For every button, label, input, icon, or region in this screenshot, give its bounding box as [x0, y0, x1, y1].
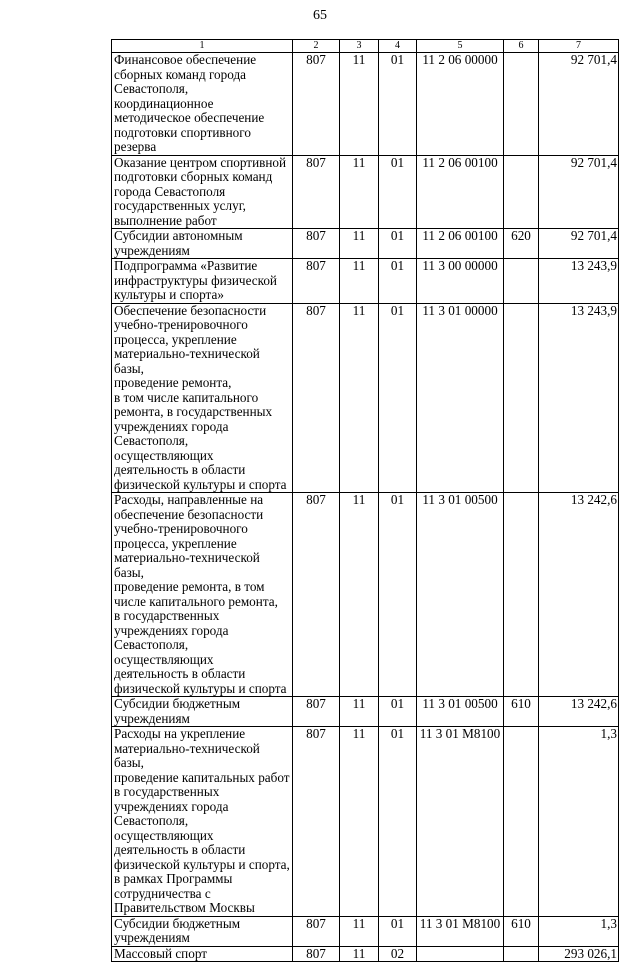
admin-code-cell: 807 [293, 727, 340, 917]
section-code-cell: 11 [340, 303, 379, 493]
table-row [112, 946, 619, 962]
amount-cell: 13 243,9 [539, 259, 619, 304]
target-article-cell: 11 2 06 00100 [417, 155, 504, 229]
section-code-cell: 11 [340, 697, 379, 727]
subsection-code-cell: 01 [379, 259, 417, 304]
table-row [112, 727, 619, 917]
subsection-code-cell: 01 [379, 697, 417, 727]
item-name-cell: Подпрограмма «Развитие инфраструктуры физической культуры и спорта» [112, 259, 293, 304]
admin-code-cell: 807 [293, 493, 340, 697]
amount-cell: 92 701,4 [539, 53, 619, 156]
item-name-cell: Обеспечение безопасности учебно-тренировочного процесса, укрепление материально-технической базы, проведение ремонта, в том числе капитального ремонта, в государственных учреждениях города Севастополя, осуществляющих деятельность в области физической культуры и спорта [112, 303, 293, 493]
amount-cell: 13 242,6 [539, 493, 619, 697]
header-cell: 2 [293, 40, 340, 53]
amount-cell: 13 243,9 [539, 303, 619, 493]
table-row [112, 259, 619, 304]
target-article-cell: 11 2 06 00100 [417, 229, 504, 259]
page-number: 65 [313, 8, 327, 23]
target-article-cell: 11 3 01 M8100 [417, 916, 504, 946]
admin-code-cell: 807 [293, 916, 340, 946]
section-code-cell: 11 [340, 493, 379, 697]
target-article-cell: 11 2 06 00000 [417, 53, 504, 156]
header-cell: 7 [539, 40, 619, 53]
amount-cell: 293 026,1 [539, 946, 619, 962]
item-name-cell: Расходы, направленные на обеспечение безопасности учебно-тренировочного процесса, укрепление материально-технической базы, проведение ремонта, в том числе капитального ремонта, в государственных учреждениях города Севастополя, осуществляющих деятельность в области физической культуры и спорта [112, 493, 293, 697]
header-cell: 4 [379, 40, 417, 53]
table-row [112, 697, 619, 727]
expense-type-cell [504, 53, 539, 156]
item-name-cell: Оказание центром спортивной подготовки сборных команд города Севастополя государственных услуг, выполнение работ [112, 155, 293, 229]
section-code-cell: 11 [340, 916, 379, 946]
section-code-cell: 11 [340, 946, 379, 962]
subsection-code-cell: 01 [379, 303, 417, 493]
header-cell: 5 [417, 40, 504, 53]
header-row [112, 40, 619, 53]
target-article-cell: 11 3 01 00500 [417, 493, 504, 697]
amount-cell: 1,3 [539, 916, 619, 946]
target-article-cell: 11 3 01 M8100 [417, 727, 504, 917]
subsection-code-cell: 02 [379, 946, 417, 962]
item-name-cell: Расходы на укрепление материально-технической базы, проведение капитальных работ в государственных учреждениях города Севастополя, осуществляющих деятельность в области физической культуры и спорта, в рамках Программы сотрудничества с Правительством Москвы [112, 727, 293, 917]
admin-code-cell: 807 [293, 155, 340, 229]
amount-cell: 13 242,6 [539, 697, 619, 727]
subsection-code-cell: 01 [379, 916, 417, 946]
expense-type-cell [504, 493, 539, 697]
header-cell: 6 [504, 40, 539, 53]
table-row [112, 155, 619, 229]
expense-type-cell: 620 [504, 229, 539, 259]
expense-type-cell: 610 [504, 916, 539, 946]
budget-table [111, 39, 619, 962]
expense-type-cell [504, 727, 539, 917]
section-code-cell: 11 [340, 53, 379, 156]
subsection-code-cell: 01 [379, 229, 417, 259]
target-article-cell [417, 946, 504, 962]
table-row [112, 916, 619, 946]
admin-code-cell: 807 [293, 697, 340, 727]
subsection-code-cell: 01 [379, 727, 417, 917]
table-row [112, 229, 619, 259]
admin-code-cell: 807 [293, 229, 340, 259]
section-code-cell: 11 [340, 259, 379, 304]
section-code-cell: 11 [340, 229, 379, 259]
expense-type-cell: 610 [504, 697, 539, 727]
subsection-code-cell: 01 [379, 155, 417, 229]
table-row [112, 303, 619, 493]
amount-cell: 92 701,4 [539, 155, 619, 229]
header-cell: 3 [340, 40, 379, 53]
target-article-cell: 11 3 00 00000 [417, 259, 504, 304]
section-code-cell: 11 [340, 727, 379, 917]
admin-code-cell: 807 [293, 53, 340, 156]
expense-type-cell [504, 303, 539, 493]
subsection-code-cell: 01 [379, 493, 417, 697]
item-name-cell: Субсидии бюджетным учреждениям [112, 697, 293, 727]
item-name-cell: Финансовое обеспечение сборных команд города Севастополя, координационное методическое обеспечение подготовки спортивного резерва [112, 53, 293, 156]
admin-code-cell: 807 [293, 946, 340, 962]
amount-cell: 1,3 [539, 727, 619, 917]
expense-type-cell [504, 946, 539, 962]
table-row [112, 493, 619, 697]
amount-cell: 92 701,4 [539, 229, 619, 259]
expense-type-cell [504, 259, 539, 304]
expense-type-cell [504, 155, 539, 229]
item-name-cell: Субсидии бюджетным учреждениям [112, 916, 293, 946]
section-code-cell: 11 [340, 155, 379, 229]
header-cell: 1 [112, 40, 293, 53]
target-article-cell: 11 3 01 00500 [417, 697, 504, 727]
admin-code-cell: 807 [293, 259, 340, 304]
target-article-cell: 11 3 01 00000 [417, 303, 504, 493]
admin-code-cell: 807 [293, 303, 340, 493]
item-name-cell: Субсидии автономным учреждениям [112, 229, 293, 259]
subsection-code-cell: 01 [379, 53, 417, 156]
table-row [112, 53, 619, 156]
item-name-cell: Массовый спорт [112, 946, 293, 962]
